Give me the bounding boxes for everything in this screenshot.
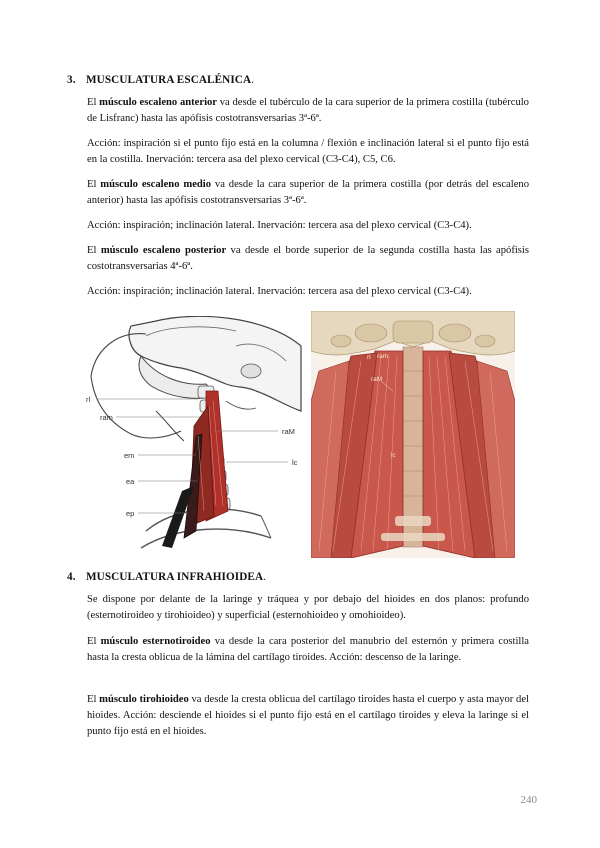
- text-run: Acción: inspiración; inclinación lateral. Inervación: tercera asa del plexo cervical (C3-C4).: [87, 220, 472, 231]
- section-4-heading: [67, 571, 266, 583]
- label-raM: raM: [282, 427, 295, 436]
- paragraph-esternotiroideo: [87, 634, 529, 666]
- text-run: Acción: inspiración; inclinación lateral. Inervación: tercera asa del plexo cervical (C3-C4).: [87, 286, 472, 297]
- section-3-title-dot: .: [251, 74, 255, 86]
- label-ram: ram: [100, 413, 113, 422]
- label-ea: ea: [126, 477, 135, 486]
- text-run: El: [87, 636, 101, 647]
- text-run: Se dispone por delante de la laringe y tráquea y por debajo del hioides en dos planos: profundo (esternotiroideo y tirohioideo) y superficial (esternohioideo y omohioideo).: [87, 594, 529, 622]
- skull-lateral-illustration: [86, 316, 306, 556]
- bold-term: músculo escaleno anterior: [99, 97, 218, 108]
- text-run: El: [87, 245, 101, 256]
- bold-term: músculo tirohioideo: [99, 694, 189, 705]
- text-run: El: [87, 97, 100, 108]
- neck-anterior-illustration: [311, 311, 515, 558]
- label-rl: rl: [86, 395, 91, 404]
- paragraph-accion-medio: [87, 218, 529, 234]
- bold-term: músculo escaleno medio: [100, 179, 212, 190]
- label-rl: rl: [367, 354, 371, 361]
- paragraph-tirohioideo: [87, 692, 529, 741]
- text-run: El: [87, 694, 100, 705]
- text-run: Acción: inspiración si el punto fijo está en la columna / flexión e inclinación lateral si el punto fijo está en la costilla. Inervación: tercera asa del plexo cervical (C3-C4), C5, C6.: [87, 138, 529, 166]
- paragraph-accion-anterior: [87, 136, 529, 168]
- text-run: va desde la cara posterior del manubrio del esternón y primera costilla hasta la cresta oblicua de la lámina del cartílago tiroides. Acción: descenso de la laringe.: [87, 636, 529, 664]
- section-3-title: MUSCULATURA ESCALÉNICA: [86, 74, 252, 86]
- label-raM: raM: [371, 376, 383, 383]
- paragraph-accion-posterior: [87, 284, 529, 300]
- text-run: va desde el borde superior de la segunda costilla hasta las apófisis costotransversarias 4ª-6ª.: [87, 245, 529, 273]
- paragraph-escaleno-medio: [87, 177, 529, 209]
- label-ep: ep: [126, 509, 135, 518]
- section-4-number: 4.: [67, 571, 76, 583]
- figure-scalenes-lateral: [86, 316, 306, 556]
- paragraph-escaleno-posterior: [87, 243, 529, 275]
- page-number: 240: [520, 794, 537, 806]
- label-lc: lc: [391, 452, 396, 459]
- label-ram: ram: [377, 353, 389, 360]
- paragraph-escaleno-anterior: [87, 95, 529, 127]
- figure-neck-anterior: [311, 311, 515, 558]
- text-run: El: [87, 179, 101, 190]
- section-3-number: 3.: [67, 74, 76, 86]
- paragraph-infrahioidea-intro: [87, 592, 529, 624]
- text-run: va desde la cresta oblicua del cartílago tiroides hasta el cuerpo y asta mayor del hioides. Acción: desciende el hioides si el punto fijo está en el cartílago tiroides y eleva la laringe si el punto fijo está en el hioides.: [87, 694, 529, 738]
- label-em: em: [124, 451, 135, 460]
- section-4-title-dot: .: [263, 571, 267, 583]
- bold-term: músculo esternotiroideo: [100, 636, 211, 647]
- text-run: va desde el tubérculo de la cara superior de la primera costilla (tubérculo de Lisfranc) hasta las apófisis costotransversarias 3ª-6ª.: [87, 97, 529, 125]
- bold-term: músculo escaleno posterior: [100, 245, 227, 256]
- text-run: va desde la cara superior de la primera costilla (por detrás del escaleno anterior) hasta las apófisis costotransversarias 3ª-6ª.: [87, 179, 529, 207]
- label-lc: lc: [292, 458, 298, 467]
- section-3-heading: [67, 74, 254, 86]
- section-4-title: MUSCULATURA INFRAHIOIDEA: [86, 571, 264, 583]
